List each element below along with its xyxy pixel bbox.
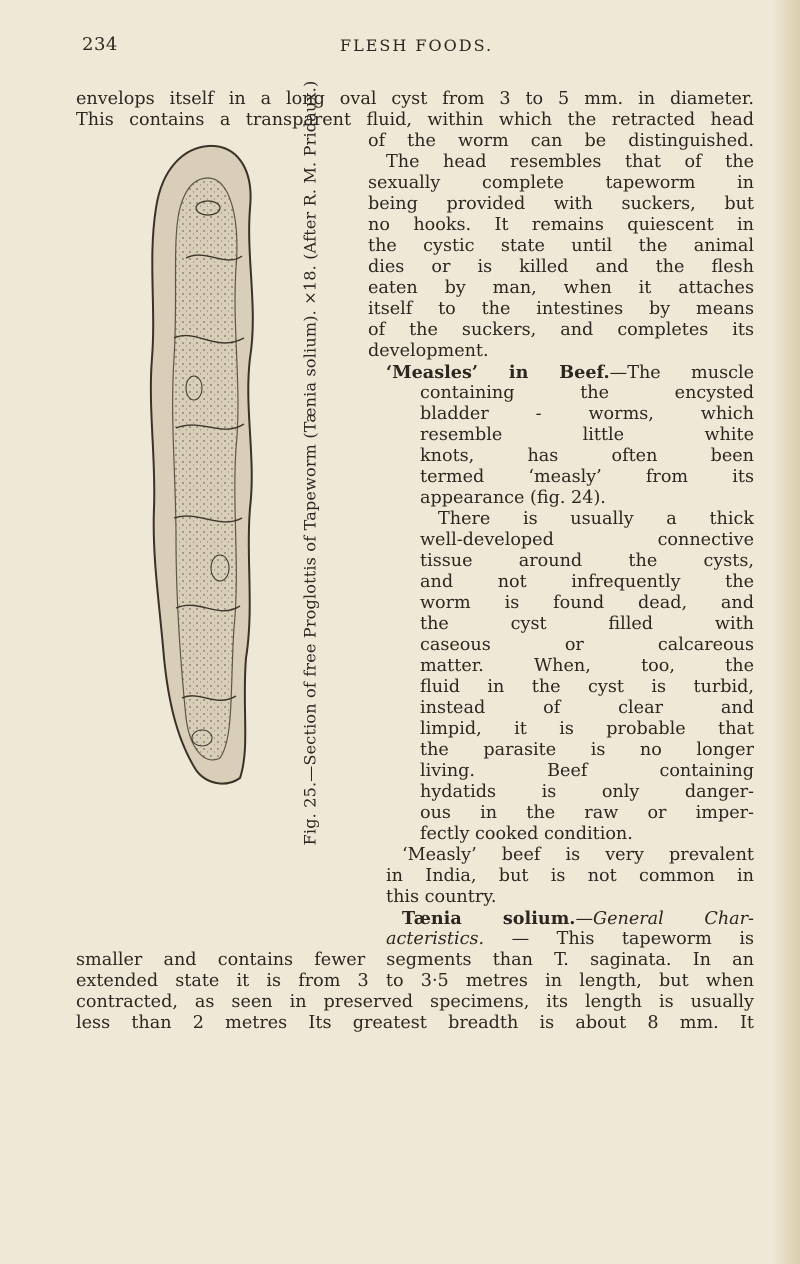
body-line: being provided with suckers, but — [368, 194, 754, 214]
body-line: tissue around the cysts, — [420, 551, 754, 571]
subheading-italic: acteristics. — [386, 929, 485, 949]
body-line: matter. When, too, the — [420, 656, 754, 676]
section-heading-measles: ‘Measles’ in Beef. — [386, 362, 610, 383]
measles-heading-line — [386, 362, 754, 384]
body-line: in India, but is not common in — [386, 866, 754, 886]
body-line: development. — [368, 341, 489, 361]
body-line: caseous or calcareous — [420, 635, 754, 655]
body-line: knots, has often been — [420, 446, 754, 466]
page-header — [0, 34, 800, 64]
body-line: ous in the raw or imper- — [420, 803, 754, 823]
body-line: resemble little white — [420, 425, 754, 445]
body-line: this country. — [386, 887, 497, 907]
body-line: instead of clear and — [420, 698, 754, 718]
page-edge-shadow — [772, 0, 800, 1264]
body-line: and not infrequently the — [420, 572, 754, 592]
heading-dash: — — [575, 909, 594, 929]
taenia-subheading-line — [386, 929, 754, 950]
running-title: FLESH FOODS. — [340, 36, 494, 55]
body-line: living. Beef containing — [420, 761, 754, 781]
body-line: fectly cooked condition. — [420, 824, 633, 844]
body-line: itself to the intestines by means — [368, 299, 754, 319]
body-line: of the worm can be distinguished. — [368, 131, 754, 151]
body-line: dies or is killed and the flesh — [368, 257, 754, 277]
body-line: no hooks. It remains quiescent in — [368, 215, 754, 235]
body-line: hydatids is only danger- — [420, 782, 754, 802]
body-line: contracted, as seen in preserved specimens, its length is usually — [76, 992, 754, 1012]
body-line: containing the encysted — [420, 383, 754, 403]
body-line: the parasite is no longer — [420, 740, 754, 760]
subheading-italic: General Char- — [593, 909, 754, 929]
body-line: This contains a transparent fluid, within which the retracted head — [76, 110, 754, 130]
body-line: the cyst filled with — [420, 614, 754, 634]
proglottis-inner-band — [173, 178, 238, 760]
body-line: fluid in the cyst is turbid, — [420, 677, 754, 697]
section-heading-taenia: Tænia solium. — [402, 908, 576, 929]
body-line: ‘Measly’ beef is very prevalent — [402, 845, 754, 865]
body-line: bladder - worms, which — [420, 404, 754, 424]
body-text: — This tapeworm is — [484, 929, 754, 949]
body-line: limpid, it is probable that — [420, 719, 754, 739]
body-text: —The muscle — [609, 363, 754, 383]
body-line: sexually complete tapeworm in — [368, 173, 754, 193]
body-line: the cystic state until the animal — [368, 236, 754, 256]
body-line: smaller and contains fewer segments than T. saginata. In an — [76, 950, 754, 970]
figure-caption — [300, 80, 320, 846]
body-line: worm is found dead, and — [420, 593, 754, 613]
body-line: termed ‘measly’ from its — [420, 467, 754, 487]
body-line: appearance (fig. 24). — [420, 488, 606, 508]
body-line: There is usually a thick — [438, 509, 754, 529]
taenia-heading-line — [402, 908, 754, 930]
body-line: The head resembles that of the — [386, 152, 754, 172]
proglottis-section-illustration — [146, 138, 266, 790]
body-line: well-developed connective — [420, 530, 754, 550]
body-line: of the suckers, and completes its — [368, 320, 754, 340]
body-line: extended state it is from 3 to 3·5 metres in length, but when — [76, 971, 754, 991]
body-line: envelops itself in a long oval cyst from 3 to 5 mm. in diameter. — [76, 89, 754, 109]
page-number: 234 — [82, 34, 118, 55]
body-line: eaten by man, when it attaches — [368, 278, 754, 298]
body-line: less than 2 metres Its greatest breadth is about 8 mm. It — [76, 1013, 754, 1033]
figure-caption-text: Fig. 25.—Section of free Proglottis of Tapeworm (Tænia solium). ×18. (After R. M. Pridaux.) — [300, 80, 320, 846]
